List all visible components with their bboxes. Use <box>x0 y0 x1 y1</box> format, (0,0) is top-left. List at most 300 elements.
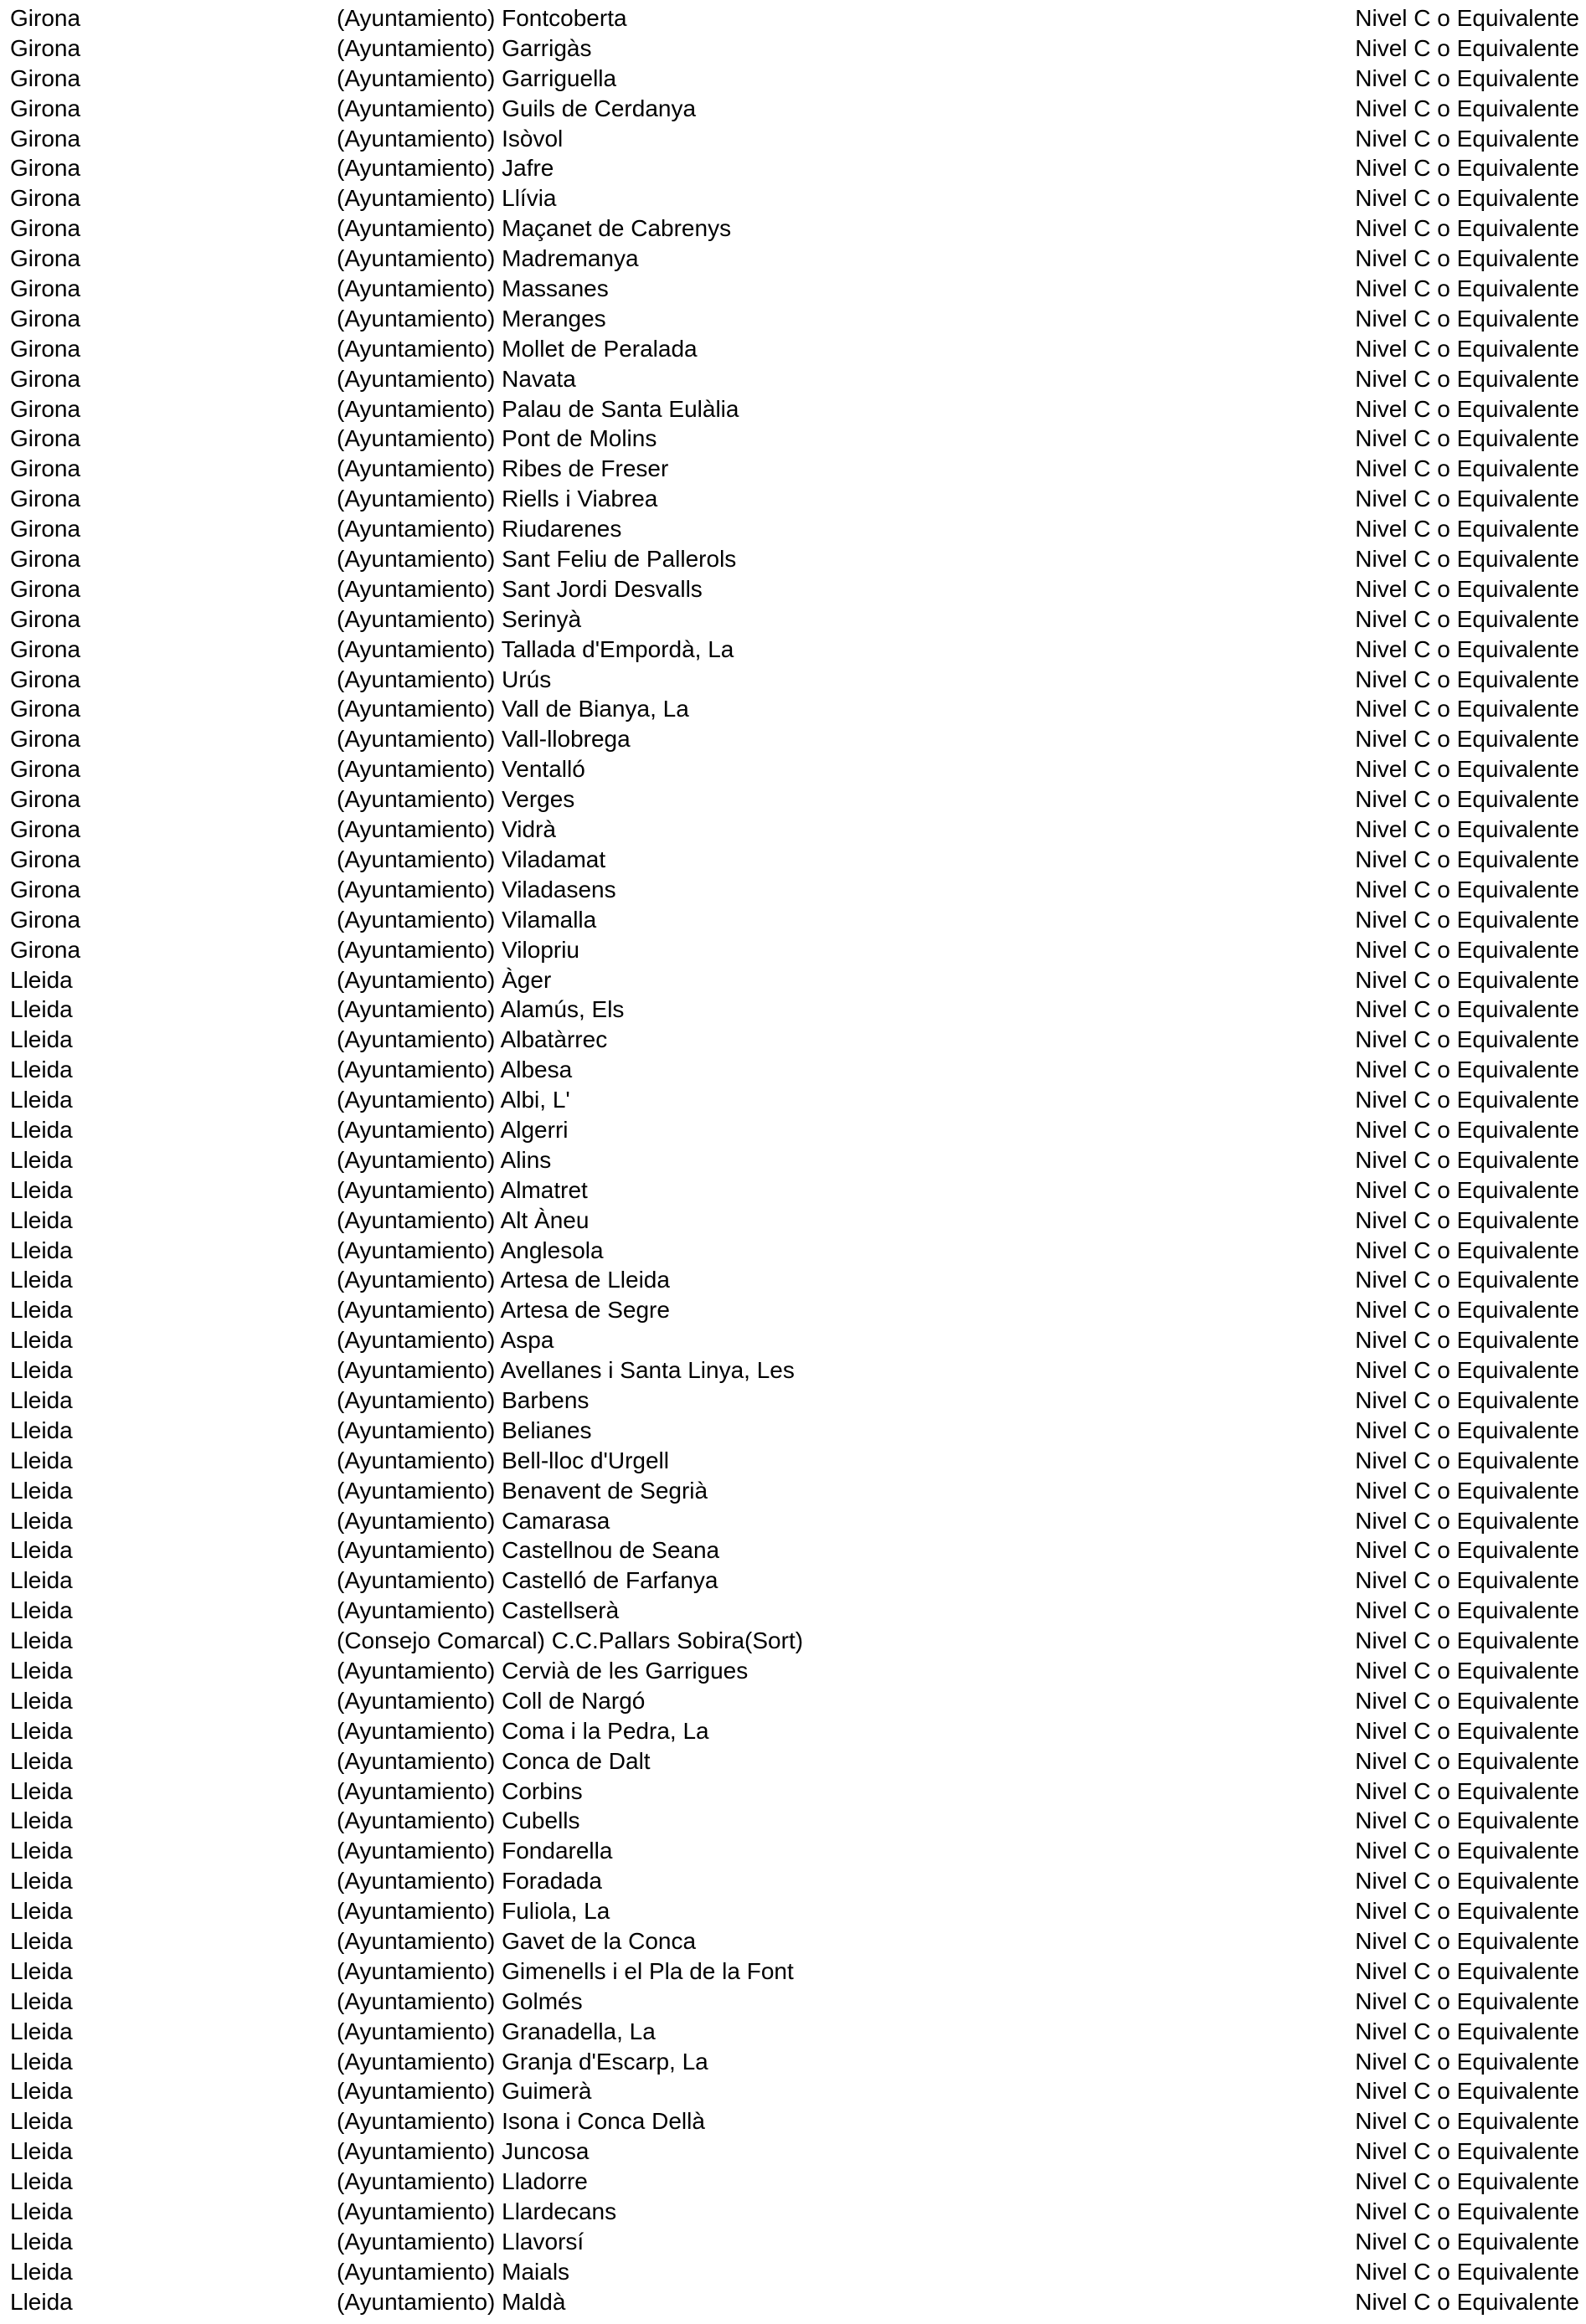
entity-cell: (Ayuntamiento) Ventalló <box>337 756 585 783</box>
entity-cell: (Ayuntamiento) Vall-llobrega <box>337 726 631 753</box>
level-cell: Nivel C o Equivalente <box>1355 2228 1579 2255</box>
entity-cell: (Ayuntamiento) Àger <box>337 966 552 993</box>
table-row <box>0 1626 1586 1656</box>
province-cell: Lleida <box>10 2078 73 2105</box>
entity-cell: (Ayuntamiento) Vall de Bianya, La <box>337 696 689 722</box>
table-row <box>0 2287 1586 2317</box>
province-cell: Lleida <box>10 1777 73 1804</box>
entity-cell: (Ayuntamiento) Vidrà <box>337 816 556 843</box>
table-row <box>0 694 1586 724</box>
entity-cell: (Ayuntamiento) Vilopriu <box>337 936 580 963</box>
level-cell: Nivel C o Equivalente <box>1355 1597 1579 1624</box>
level-cell: Nivel C o Equivalente <box>1355 1807 1579 1834</box>
table-row <box>0 1325 1586 1355</box>
table-row <box>0 484 1586 514</box>
province-cell: Lleida <box>10 1146 73 1173</box>
level-cell: Nivel C o Equivalente <box>1355 335 1579 362</box>
level-cell: Nivel C o Equivalente <box>1355 2138 1579 2165</box>
level-cell: Nivel C o Equivalente <box>1355 696 1579 722</box>
level-cell: Nivel C o Equivalente <box>1355 275 1579 302</box>
entity-cell: (Ayuntamiento) Isòvol <box>337 125 564 152</box>
table-row <box>0 1206 1586 1236</box>
entity-cell: (Ayuntamiento) Llardecans <box>337 2198 617 2225</box>
level-cell: Nivel C o Equivalente <box>1355 1057 1579 1083</box>
table-row <box>0 995 1586 1025</box>
table-row <box>0 213 1586 244</box>
entity-cell: (Consejo Comarcal) C.C.Pallars Sobira(Sort) <box>337 1627 804 1654</box>
level-cell: Nivel C o Equivalente <box>1355 1898 1579 1925</box>
entity-cell: (Ayuntamiento) Cubells <box>337 1807 580 1834</box>
province-cell: Girona <box>10 5 81 31</box>
level-cell: Nivel C o Equivalente <box>1355 575 1579 602</box>
province-cell: Lleida <box>10 2258 73 2285</box>
table-row <box>0 635 1586 665</box>
entity-cell: (Ayuntamiento) Alins <box>337 1146 552 1173</box>
entity-table <box>0 3 1586 2317</box>
province-cell: Girona <box>10 95 81 121</box>
province-cell: Girona <box>10 605 81 632</box>
table-row <box>0 2076 1586 2106</box>
level-cell: Nivel C o Equivalente <box>1355 1477 1579 1504</box>
entity-cell: (Ayuntamiento) Coll de Nargó <box>337 1687 646 1714</box>
entity-cell: (Ayuntamiento) Castellserà <box>337 1597 620 1624</box>
province-cell: Lleida <box>10 2288 73 2315</box>
table-row <box>0 1025 1586 1055</box>
level-cell: Nivel C o Equivalente <box>1355 635 1579 662</box>
province-cell: Girona <box>10 756 81 783</box>
province-cell: Lleida <box>10 1297 73 1324</box>
province-cell: Lleida <box>10 1087 73 1113</box>
table-row <box>0 665 1586 695</box>
province-cell: Girona <box>10 275 81 302</box>
level-cell: Nivel C o Equivalente <box>1355 215 1579 242</box>
province-cell: Girona <box>10 575 81 602</box>
table-row <box>0 394 1586 424</box>
table-row <box>0 544 1586 574</box>
province-cell: Lleida <box>10 1868 73 1895</box>
level-cell: Nivel C o Equivalente <box>1355 1417 1579 1443</box>
entity-cell: (Ayuntamiento) Granja d'Escarp, La <box>337 2048 708 2075</box>
table-row <box>0 1987 1586 2017</box>
province-cell: Girona <box>10 816 81 843</box>
level-cell: Nivel C o Equivalente <box>1355 1447 1579 1473</box>
table-row <box>0 514 1586 544</box>
table-row <box>0 274 1586 304</box>
level-cell: Nivel C o Equivalente <box>1355 1747 1579 1774</box>
table-row <box>0 1686 1586 1716</box>
level-cell: Nivel C o Equivalente <box>1355 2048 1579 2075</box>
table-row <box>0 935 1586 965</box>
table-row <box>0 2106 1586 2136</box>
level-cell: Nivel C o Equivalente <box>1355 95 1579 121</box>
table-row <box>0 364 1586 394</box>
province-cell: Girona <box>10 846 81 872</box>
level-cell: Nivel C o Equivalente <box>1355 365 1579 392</box>
table-row <box>0 784 1586 815</box>
entity-cell: (Ayuntamiento) Gavet de la Conca <box>337 1928 697 1954</box>
entity-cell: (Ayuntamiento) Riudarenes <box>337 516 622 542</box>
entity-cell: (Ayuntamiento) Belianes <box>337 1417 592 1443</box>
level-cell: Nivel C o Equivalente <box>1355 2258 1579 2285</box>
entity-cell: (Ayuntamiento) Palau de Santa Eulàlia <box>337 395 739 422</box>
table-row <box>0 33 1586 64</box>
table-row <box>0 94 1586 124</box>
table-row <box>0 1446 1586 1476</box>
province-cell: Girona <box>10 365 81 392</box>
table-row <box>0 574 1586 604</box>
entity-cell: (Ayuntamiento) Meranges <box>337 305 606 332</box>
table-row <box>0 1265 1586 1295</box>
table-row <box>0 1295 1586 1325</box>
level-cell: Nivel C o Equivalente <box>1355 2108 1579 2135</box>
entity-cell: (Ayuntamiento) Sant Feliu de Pallerols <box>337 546 737 573</box>
entity-cell: (Ayuntamiento) Guils de Cerdanya <box>337 95 697 121</box>
province-cell: Girona <box>10 34 81 61</box>
table-row <box>0 905 1586 935</box>
level-cell: Nivel C o Equivalente <box>1355 1206 1579 1233</box>
level-cell: Nivel C o Equivalente <box>1355 1386 1579 1413</box>
province-cell: Lleida <box>10 2048 73 2075</box>
province-cell: Girona <box>10 486 81 512</box>
level-cell: Nivel C o Equivalente <box>1355 846 1579 872</box>
province-cell: Lleida <box>10 1567 73 1594</box>
entity-cell: (Ayuntamiento) Viladasens <box>337 876 616 902</box>
table-row <box>0 1416 1586 1446</box>
level-cell: Nivel C o Equivalente <box>1355 1987 1579 2014</box>
level-cell: Nivel C o Equivalente <box>1355 966 1579 993</box>
province-cell: Lleida <box>10 1176 73 1203</box>
province-cell: Lleida <box>10 1206 73 1233</box>
table-row <box>0 424 1586 454</box>
province-cell: Girona <box>10 516 81 542</box>
entity-cell: (Ayuntamiento) Cervià de les Garrigues <box>337 1657 749 1684</box>
entity-cell: (Ayuntamiento) Mollet de Peralada <box>337 335 698 362</box>
province-cell: Girona <box>10 455 81 482</box>
table-row <box>0 1535 1586 1566</box>
level-cell: Nivel C o Equivalente <box>1355 245 1579 272</box>
entity-cell: (Ayuntamiento) Riells i Viabrea <box>337 486 658 512</box>
level-cell: Nivel C o Equivalente <box>1355 1087 1579 1113</box>
province-cell: Lleida <box>10 2198 73 2225</box>
level-cell: Nivel C o Equivalente <box>1355 2198 1579 2225</box>
entity-cell: (Ayuntamiento) Avellanes i Santa Linya, Les <box>337 1357 795 1384</box>
province-cell: Lleida <box>10 1057 73 1083</box>
level-cell: Nivel C o Equivalente <box>1355 516 1579 542</box>
entity-cell: (Ayuntamiento) Garriguella <box>337 64 617 91</box>
province-cell: Lleida <box>10 2018 73 2044</box>
level-cell: Nivel C o Equivalente <box>1355 1237 1579 1263</box>
entity-cell: (Ayuntamiento) Massanes <box>337 275 609 302</box>
province-cell: Lleida <box>10 1507 73 1534</box>
entity-cell: (Ayuntamiento) Fuliola, La <box>337 1898 610 1925</box>
province-cell: Lleida <box>10 1026 73 1053</box>
table-row <box>0 1716 1586 1746</box>
table-row <box>0 754 1586 784</box>
level-cell: Nivel C o Equivalente <box>1355 5 1579 31</box>
level-cell: Nivel C o Equivalente <box>1355 1928 1579 1954</box>
entity-cell: (Ayuntamiento) Alamús, Els <box>337 996 625 1023</box>
table-row <box>0 1175 1586 1206</box>
level-cell: Nivel C o Equivalente <box>1355 185 1579 212</box>
level-cell: Nivel C o Equivalente <box>1355 936 1579 963</box>
table-row <box>0 1956 1586 1987</box>
level-cell: Nivel C o Equivalente <box>1355 1717 1579 1744</box>
table-row <box>0 2136 1586 2167</box>
province-cell: Girona <box>10 155 81 182</box>
province-cell: Girona <box>10 395 81 422</box>
table-row <box>0 1355 1586 1386</box>
province-cell: Girona <box>10 936 81 963</box>
province-cell: Lleida <box>10 1898 73 1925</box>
level-cell: Nivel C o Equivalente <box>1355 786 1579 813</box>
entity-cell: (Ayuntamiento) Serinyà <box>337 605 582 632</box>
table-row <box>0 1476 1586 1506</box>
entity-cell: (Ayuntamiento) Madremanya <box>337 245 639 272</box>
level-cell: Nivel C o Equivalente <box>1355 1687 1579 1714</box>
entity-cell: (Ayuntamiento) Juncosa <box>337 2138 590 2165</box>
province-cell: Girona <box>10 125 81 152</box>
entity-cell: (Ayuntamiento) Garrigàs <box>337 34 592 61</box>
entity-cell: (Ayuntamiento) Foradada <box>337 1868 602 1895</box>
entity-cell: (Ayuntamiento) Jafre <box>337 155 554 182</box>
entity-cell: (Ayuntamiento) Castellnou de Seana <box>337 1537 720 1564</box>
level-cell: Nivel C o Equivalente <box>1355 2168 1579 2195</box>
table-row <box>0 3 1586 33</box>
table-row <box>0 1506 1586 1536</box>
province-cell: Lleida <box>10 2138 73 2165</box>
table-row <box>0 1115 1586 1145</box>
province-cell: Girona <box>10 906 81 933</box>
table-row <box>0 815 1586 845</box>
entity-cell: (Ayuntamiento) Gimenells i el Pla de la Font <box>337 1957 794 1984</box>
province-cell: Girona <box>10 305 81 332</box>
level-cell: Nivel C o Equivalente <box>1355 1267 1579 1293</box>
province-cell: Girona <box>10 876 81 902</box>
entity-cell: (Ayuntamiento) Maçanet de Cabrenys <box>337 215 732 242</box>
level-cell: Nivel C o Equivalente <box>1355 1777 1579 1804</box>
table-row <box>0 1836 1586 1866</box>
entity-cell: (Ayuntamiento) Ribes de Freser <box>337 455 669 482</box>
entity-cell: (Ayuntamiento) Llívia <box>337 185 557 212</box>
entity-cell: (Ayuntamiento) Vilamalla <box>337 906 597 933</box>
table-row <box>0 1866 1586 1896</box>
province-cell: Girona <box>10 635 81 662</box>
table-row <box>0 64 1586 94</box>
level-cell: Nivel C o Equivalente <box>1355 425 1579 452</box>
entity-cell: (Ayuntamiento) Artesa de Segre <box>337 1297 670 1324</box>
entity-cell: (Ayuntamiento) Almatret <box>337 1176 588 1203</box>
province-cell: Lleida <box>10 966 73 993</box>
level-cell: Nivel C o Equivalente <box>1355 756 1579 783</box>
table-row <box>0 1776 1586 1807</box>
table-row <box>0 153 1586 183</box>
entity-cell: (Ayuntamiento) Artesa de Lleida <box>337 1267 670 1293</box>
province-cell: Lleida <box>10 1807 73 1834</box>
province-cell: Lleida <box>10 1267 73 1293</box>
table-row <box>0 1055 1586 1085</box>
table-row <box>0 2047 1586 2077</box>
entity-cell: (Ayuntamiento) Granadella, La <box>337 2018 656 2044</box>
province-cell: Girona <box>10 666 81 692</box>
province-cell: Lleida <box>10 1717 73 1744</box>
entity-cell: (Ayuntamiento) Fontcoberta <box>337 5 627 31</box>
entity-cell: (Ayuntamiento) Lladorre <box>337 2168 588 2195</box>
level-cell: Nivel C o Equivalente <box>1355 1627 1579 1654</box>
entity-cell: (Ayuntamiento) Algerri <box>337 1116 569 1143</box>
province-cell: Girona <box>10 726 81 753</box>
entity-cell: (Ayuntamiento) Guimerà <box>337 2078 592 2105</box>
entity-cell: (Ayuntamiento) Barbens <box>337 1386 590 1413</box>
province-cell: Lleida <box>10 1477 73 1504</box>
entity-cell: (Ayuntamiento) Albatàrrec <box>337 1026 608 1053</box>
entity-cell: (Ayuntamiento) Maials <box>337 2258 570 2285</box>
province-cell: Girona <box>10 696 81 722</box>
table-row <box>0 1145 1586 1175</box>
entity-cell: (Ayuntamiento) Corbins <box>337 1777 583 1804</box>
level-cell: Nivel C o Equivalente <box>1355 395 1579 422</box>
table-row <box>0 724 1586 754</box>
table-row <box>0 244 1586 274</box>
level-cell: Nivel C o Equivalente <box>1355 486 1579 512</box>
level-cell: Nivel C o Equivalente <box>1355 906 1579 933</box>
level-cell: Nivel C o Equivalente <box>1355 155 1579 182</box>
level-cell: Nivel C o Equivalente <box>1355 455 1579 482</box>
table-row <box>0 1656 1586 1686</box>
table-row <box>0 1596 1586 1626</box>
province-cell: Lleida <box>10 1237 73 1263</box>
entity-cell: (Ayuntamiento) Llavorsí <box>337 2228 584 2255</box>
entity-cell: (Ayuntamiento) Urús <box>337 666 552 692</box>
entity-cell: (Ayuntamiento) Tallada d'Empordà, La <box>337 635 734 662</box>
province-cell: Girona <box>10 546 81 573</box>
entity-cell: (Ayuntamiento) Alt Àneu <box>337 1206 590 1233</box>
level-cell: Nivel C o Equivalente <box>1355 1507 1579 1534</box>
province-cell: Lleida <box>10 1747 73 1774</box>
province-cell: Lleida <box>10 2168 73 2195</box>
entity-cell: (Ayuntamiento) Golmés <box>337 1987 583 2014</box>
table-row <box>0 1566 1586 1596</box>
province-cell: Lleida <box>10 1417 73 1443</box>
province-cell: Girona <box>10 786 81 813</box>
level-cell: Nivel C o Equivalente <box>1355 2078 1579 2105</box>
level-cell: Nivel C o Equivalente <box>1355 1957 1579 1984</box>
level-cell: Nivel C o Equivalente <box>1355 1537 1579 1564</box>
entity-cell: (Ayuntamiento) Sant Jordi Desvalls <box>337 575 703 602</box>
level-cell: Nivel C o Equivalente <box>1355 2288 1579 2315</box>
level-cell: Nivel C o Equivalente <box>1355 1868 1579 1895</box>
table-row <box>0 1236 1586 1266</box>
level-cell: Nivel C o Equivalente <box>1355 1657 1579 1684</box>
level-cell: Nivel C o Equivalente <box>1355 2018 1579 2044</box>
table-row <box>0 1386 1586 1416</box>
table-row <box>0 1085 1586 1115</box>
entity-cell: (Ayuntamiento) Fondarella <box>337 1838 613 1864</box>
table-row <box>0 454 1586 484</box>
table-row <box>0 1926 1586 1956</box>
province-cell: Girona <box>10 215 81 242</box>
level-cell: Nivel C o Equivalente <box>1355 1327 1579 1354</box>
level-cell: Nivel C o Equivalente <box>1355 666 1579 692</box>
level-cell: Nivel C o Equivalente <box>1355 1567 1579 1594</box>
province-cell: Lleida <box>10 1627 73 1654</box>
entity-cell: (Ayuntamiento) Albesa <box>337 1057 573 1083</box>
entity-cell: (Ayuntamiento) Viladamat <box>337 846 606 872</box>
province-cell: Girona <box>10 425 81 452</box>
entity-cell: (Ayuntamiento) Benavent de Segrià <box>337 1477 708 1504</box>
level-cell: Nivel C o Equivalente <box>1355 546 1579 573</box>
table-row <box>0 334 1586 364</box>
level-cell: Nivel C o Equivalente <box>1355 996 1579 1023</box>
level-cell: Nivel C o Equivalente <box>1355 1116 1579 1143</box>
province-cell: Lleida <box>10 1327 73 1354</box>
province-cell: Lleida <box>10 1447 73 1473</box>
province-cell: Lleida <box>10 1357 73 1384</box>
level-cell: Nivel C o Equivalente <box>1355 726 1579 753</box>
entity-cell: (Ayuntamiento) Navata <box>337 365 576 392</box>
level-cell: Nivel C o Equivalente <box>1355 605 1579 632</box>
table-row <box>0 1806 1586 1836</box>
province-cell: Lleida <box>10 1928 73 1954</box>
province-cell: Lleida <box>10 1116 73 1143</box>
province-cell: Lleida <box>10 1957 73 1984</box>
entity-cell: (Ayuntamiento) Camarasa <box>337 1507 610 1534</box>
table-row <box>0 2167 1586 2197</box>
table-row <box>0 183 1586 213</box>
entity-cell: (Ayuntamiento) Anglesola <box>337 1237 604 1263</box>
province-cell: Girona <box>10 185 81 212</box>
level-cell: Nivel C o Equivalente <box>1355 34 1579 61</box>
table-row <box>0 304 1586 334</box>
level-cell: Nivel C o Equivalente <box>1355 305 1579 332</box>
province-cell: Lleida <box>10 996 73 1023</box>
entity-cell: (Ayuntamiento) Pont de Molins <box>337 425 657 452</box>
table-row <box>0 2227 1586 2257</box>
province-cell: Lleida <box>10 1386 73 1413</box>
province-cell: Lleida <box>10 1597 73 1624</box>
level-cell: Nivel C o Equivalente <box>1355 125 1579 152</box>
entity-cell: (Ayuntamiento) Conca de Dalt <box>337 1747 651 1774</box>
province-cell: Lleida <box>10 1537 73 1564</box>
entity-cell: (Ayuntamiento) Castelló de Farfanya <box>337 1567 718 1594</box>
entity-cell: (Ayuntamiento) Isona i Conca Dellà <box>337 2108 705 2135</box>
table-row <box>0 965 1586 995</box>
province-cell: Lleida <box>10 1687 73 1714</box>
level-cell: Nivel C o Equivalente <box>1355 876 1579 902</box>
entity-cell: (Ayuntamiento) Maldà <box>337 2288 566 2315</box>
province-cell: Lleida <box>10 2228 73 2255</box>
entity-cell: (Ayuntamiento) Bell-lloc d'Urgell <box>337 1447 669 1473</box>
province-cell: Lleida <box>10 1657 73 1684</box>
province-cell: Girona <box>10 245 81 272</box>
level-cell: Nivel C o Equivalente <box>1355 1176 1579 1203</box>
table-row <box>0 124 1586 154</box>
level-cell: Nivel C o Equivalente <box>1355 1838 1579 1864</box>
table-row <box>0 845 1586 875</box>
level-cell: Nivel C o Equivalente <box>1355 1146 1579 1173</box>
province-cell: Lleida <box>10 1987 73 2014</box>
table-row <box>0 875 1586 905</box>
province-cell: Lleida <box>10 1838 73 1864</box>
level-cell: Nivel C o Equivalente <box>1355 1357 1579 1384</box>
province-cell: Girona <box>10 64 81 91</box>
entity-cell: (Ayuntamiento) Aspa <box>337 1327 554 1354</box>
level-cell: Nivel C o Equivalente <box>1355 1026 1579 1053</box>
level-cell: Nivel C o Equivalente <box>1355 64 1579 91</box>
entity-cell: (Ayuntamiento) Verges <box>337 786 575 813</box>
table-row <box>0 2257 1586 2287</box>
table-row <box>0 1896 1586 1926</box>
table-row <box>0 2197 1586 2227</box>
